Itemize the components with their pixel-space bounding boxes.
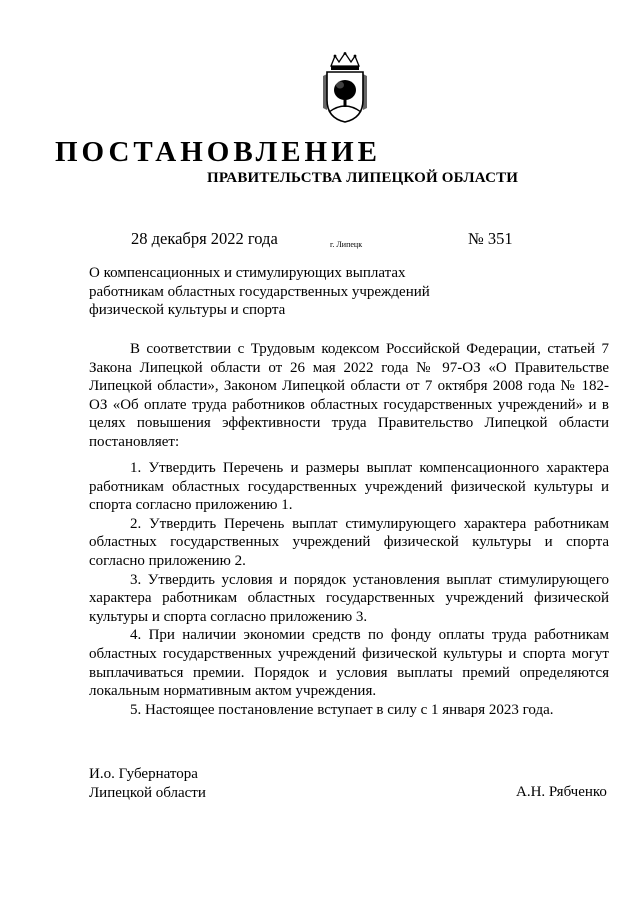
document-body (89, 340, 609, 719)
document-number: № 351 (468, 229, 513, 248)
subject-line: работникам областных государственных учреждений (89, 283, 430, 300)
document-date: 28 декабря 2022 года (131, 229, 278, 248)
lipetsk-coat-of-arms-icon (321, 52, 369, 124)
signatory-role (89, 765, 206, 803)
list-item: 4. При наличии экономии средств по фонду оплаты труда работникам областных государственных учреждений физической культуры и спорта могут выплачиваться премии. Порядок и условия выплаты премий определяются локальным нормативным актом учреждения. (89, 627, 609, 700)
signatory-role-line: И.о. Губернатора (89, 766, 198, 782)
subject-line: О компенсационных и стимулирующих выплатах (89, 265, 406, 281)
preamble-paragraph: В соответствии с Трудовым кодексом Российской Федерации, статьей 7 Закона Липецкой области от 26 мая 2022 года № 97-ОЗ «О Правительстве Липецкой области», Законом Липецкой области от 7 октября 2008 года № 182-ОЗ «Об оплате труда работников областных государственных учреждений» и в целях повышения эффективности труда Правительство Липецкой области постановляет: (89, 341, 609, 450)
list-item: 2. Утвердить Перечень выплат стимулирующего характера работникам областных государственных учреждений физической культуры и спорта согласно приложению 2. (89, 515, 609, 570)
document-subject (89, 264, 489, 320)
document-city: г. Липецк (330, 240, 363, 249)
list-item: 5. Настоящее постановление вступает в силу с 1 января 2023 года. (130, 701, 554, 718)
document-title: ПОСТАНОВЛЕНИЕ (55, 136, 382, 168)
signatory-name: А.Н. Рябченко (516, 784, 607, 800)
document-subtitle: ПРАВИТЕЛЬСТВА ЛИПЕЦКОЙ ОБЛАСТИ (207, 170, 519, 186)
list-item: 1. Утвердить Перечень и размеры выплат компенсационного характера работникам областных государственных учреждений физической культуры и спорта согласно приложению 1. (89, 460, 609, 514)
signatory-role-line: Липецкой области (89, 785, 206, 801)
subject-line: физической культуры и спорта (89, 302, 286, 318)
list-item: 3. Утвердить условия и порядок установления выплат стимулирующего характера работникам областных государственных учреждений физической культуры и спорта согласно приложению 3. (89, 571, 609, 625)
